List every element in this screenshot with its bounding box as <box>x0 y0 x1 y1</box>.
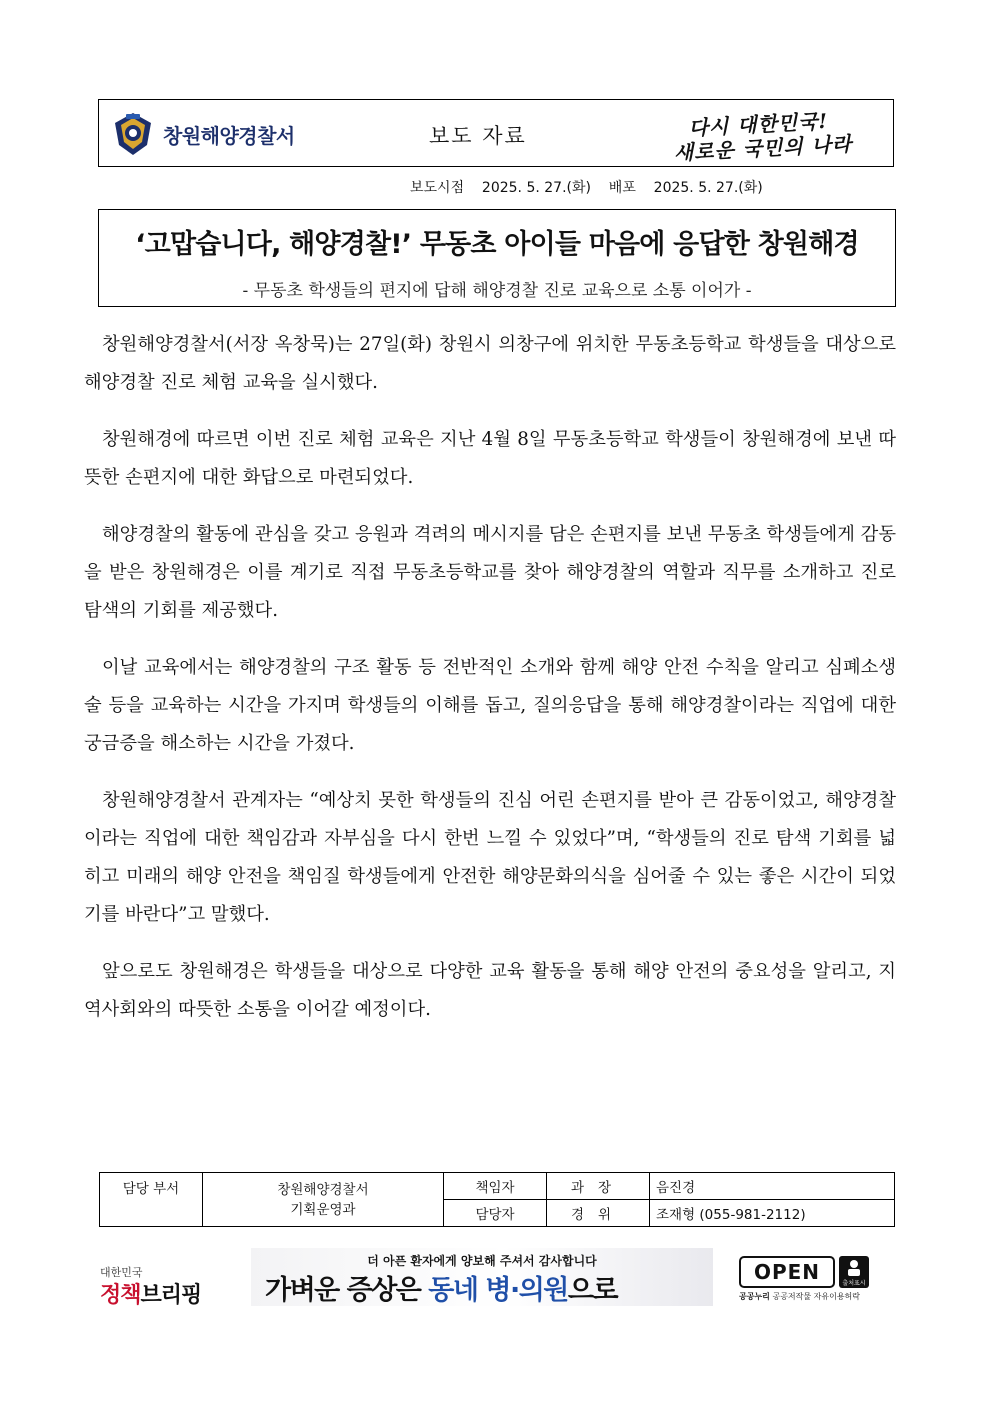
paragraph: 앞으로도 창원해경은 학생들을 대상으로 다양한 교육 활동을 통해 해양 안전의 중요성을 알리고, 지역사회와의 따뜻한 소통을 이어갈 예정이다. <box>84 961 896 1020</box>
document-type: 보도 자료 <box>429 124 527 148</box>
article-body <box>84 326 896 1048</box>
brief-big-text: 정책브리핑 <box>100 1283 202 1308</box>
slogan <box>666 101 869 167</box>
paragraph: 해양경찰의 활동에 관심을 갖고 응원과 격려의 메시지를 담은 손편지를 보낸 무동초 학생들에게 감동을 받은 창원해경은 이를 계기로 직접 무동초등학교를 찾아 해양경찰의 역할과 직무를 소개하고 진로 탐색의 기회를 제공했다. <box>84 524 896 621</box>
open-label: OPEN <box>739 1256 835 1288</box>
name-supervisor: 음진경 <box>650 1173 895 1200</box>
role-supervisor: 책임자 <box>444 1173 547 1200</box>
position-contact: 경위 <box>547 1200 650 1227</box>
org-line-1: 창원해양경찰서 <box>277 1181 369 1198</box>
attribution-text: 출처표시 <box>842 1280 866 1287</box>
person-icon <box>839 1256 869 1278</box>
org-line-2: 기획운영과 <box>290 1201 356 1218</box>
distribution-value: 2025. 5. 27.(화) <box>653 180 763 196</box>
paragraph: 창원해경에 따르면 이번 진로 체험 교육은 지난 4월 8일 무동초등학교 학생들이 창원해경에 보낸 따뜻한 손편지에 대한 화답으로 마련되었다. <box>84 429 896 488</box>
campaign-banner <box>251 1248 713 1306</box>
release-info <box>410 177 763 197</box>
dept-org <box>203 1173 444 1227</box>
contact-table <box>99 1172 895 1227</box>
table-row <box>100 1173 895 1200</box>
release-time-label: 보도시점 <box>410 180 465 196</box>
paragraph: 창원해양경찰서 관계자는 “예상치 못한 학생들의 진심 어린 손편지를 받아 큰 감동이었고, 해양경찰이라는 직업에 대한 책임감과 자부심을 다시 한번 느낄 수 있었다”며, “학생들의 진로 탐색 기회를 넓히고 미래의 해양 안전을 책임질 학생들에게 안전한 해양문화의식을 심어줄 수 있는 좋은 시간이 되었기를 바란다”고 말했다. <box>84 790 896 925</box>
dept-label: 담당 부서 <box>100 1173 203 1227</box>
slogan-line-2: 새로운 국민의 나라 <box>673 131 853 165</box>
brief-small-text: 대한민국 <box>100 1266 143 1279</box>
headline-title: ‘고맙습니다, 해양경찰!’ 무동초 아이들 마음에 응답한 창원해경 <box>135 229 859 260</box>
agency-name: 창원해양경찰서 <box>163 124 295 148</box>
coast-guard-emblem-icon <box>109 109 157 157</box>
slogan-line-1: 다시 대한민국! <box>687 108 829 141</box>
header-box <box>98 99 894 167</box>
headline-subtitle: - 무동초 학생들의 편지에 답해 해양경찰 진로 교육으로 소통 이어가 - <box>242 281 752 301</box>
attribution-icon <box>839 1256 869 1288</box>
distribution-label: 배포 <box>608 180 636 196</box>
open-license-badge <box>739 1256 871 1304</box>
role-contact: 담당자 <box>444 1200 547 1227</box>
release-time-value: 2025. 5. 27.(화) <box>481 180 591 196</box>
position-supervisor: 과장 <box>547 1173 650 1200</box>
policy-briefing-logo <box>98 1262 208 1308</box>
open-caption: 공공누리 공공저작물 자유이용허락 <box>739 1292 861 1301</box>
banner-top-text: 더 아픈 환자에게 양보해 주셔서 감사합니다 <box>367 1254 597 1268</box>
headline-box <box>98 209 896 307</box>
name-contact: 조재형 (055-981-2112) <box>650 1200 895 1227</box>
paragraph: 창원해양경찰서(서장 옥창묵)는 27일(화) 창원시 의창구에 위치한 무동초등학교 학생들을 대상으로 해양경찰 진로 체험 교육을 실시했다. <box>84 334 896 393</box>
paragraph: 이날 교육에서는 해양경찰의 구조 활동 등 전반적인 소개와 함께 해양 안전 수칙을 알리고 심폐소생술 등을 교육하는 시간을 가지며 학생들의 이해를 돕고, 질의응답을 통해 해양경찰이라는 직업에 대한 궁금증을 해소하는 시간을 가졌다. <box>84 657 896 754</box>
banner-main-text: 가벼운 증상은 동네 병·의원으로 <box>265 1275 618 1306</box>
